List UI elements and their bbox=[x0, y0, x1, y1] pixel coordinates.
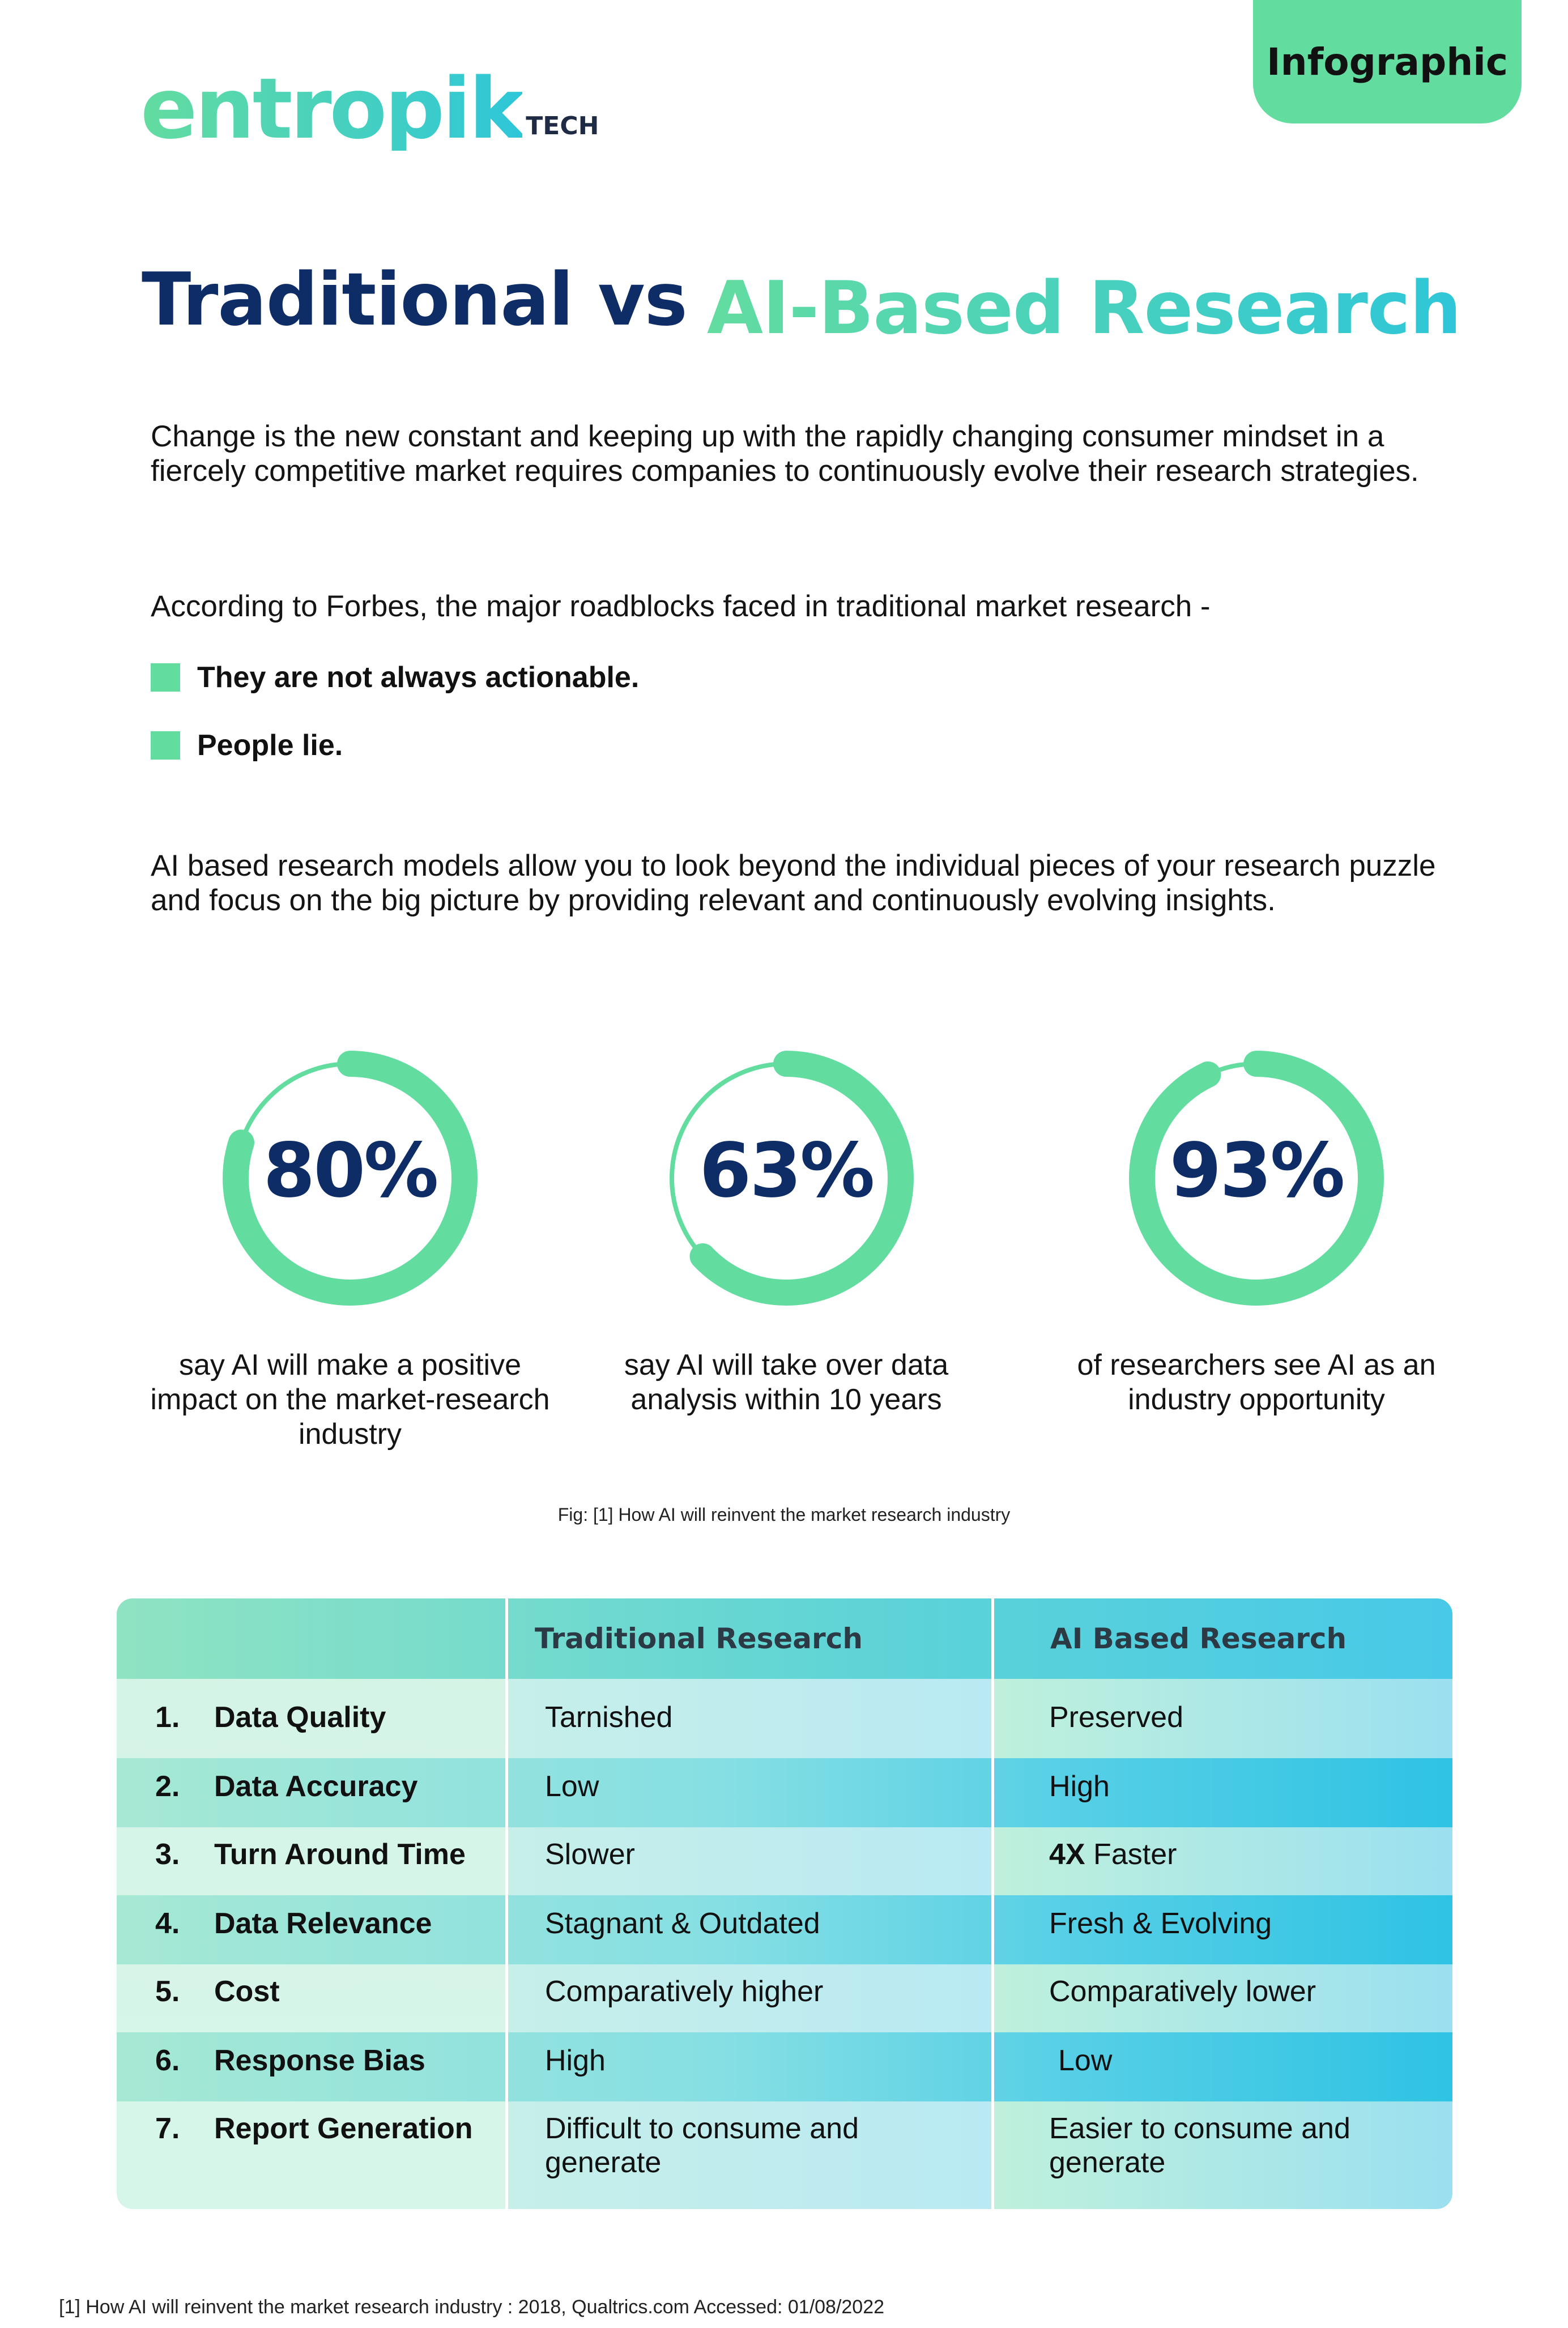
ai-value: Preserved bbox=[1049, 1701, 1183, 1734]
bullet-text: They are not always actionable. bbox=[197, 661, 640, 694]
stat-value: 63% bbox=[699, 1127, 874, 1214]
header-ai: AI Based Research bbox=[1050, 1622, 1347, 1655]
ai-value: Easier to consume and generate bbox=[1049, 2112, 1350, 2179]
entropik-logo bbox=[140, 60, 599, 157]
ai-value-emphasis: 4X bbox=[1049, 1838, 1085, 1871]
intro-paragraph: Change is the new constant and keeping up with the rapidly changing consumer mindset in a fiercely competitive market requires companies to continuously evolve their research strategies. bbox=[151, 420, 1419, 488]
infographic-badge: Infographic bbox=[1253, 0, 1522, 123]
row-number: 7. bbox=[155, 2112, 180, 2145]
row-number: 1. bbox=[155, 1701, 180, 1734]
figure-caption: Fig: [1] How AI will reinvent the market research industry bbox=[557, 1504, 1011, 1525]
row-number: 5. bbox=[155, 1975, 180, 2008]
stat-63 bbox=[571, 1042, 1002, 1416]
row-label: Response Bias bbox=[214, 2044, 425, 2077]
stat-caption: of researchers see AI as an industry opportunity bbox=[1077, 1349, 1436, 1416]
traditional-value: Tarnished bbox=[545, 1701, 673, 1734]
ai-value: Low bbox=[1058, 2044, 1113, 2077]
ai-value-text: Faster bbox=[1085, 1838, 1177, 1871]
stat-caption: say AI will take over data analysis within 10 years bbox=[624, 1349, 949, 1416]
column-divider bbox=[505, 1598, 508, 2209]
bullet-square-icon bbox=[151, 663, 180, 692]
forbes-line: According to Forbes, the major roadblocks faced in traditional market research - bbox=[151, 590, 1211, 623]
ai-value: High bbox=[1049, 1770, 1110, 1803]
comparison-table bbox=[117, 1598, 1452, 2209]
traditional-value: Low bbox=[545, 1770, 599, 1803]
stat-caption: say AI will make a positive impact on the market-research industry bbox=[150, 1349, 550, 1451]
bullet-text: People lie. bbox=[197, 729, 343, 762]
bullet-square-icon bbox=[151, 731, 180, 760]
column-divider bbox=[991, 1598, 994, 2209]
traditional-value: High bbox=[545, 2044, 606, 2077]
traditional-value: Comparatively higher bbox=[545, 1975, 824, 2008]
row-label: Data Accuracy bbox=[214, 1770, 418, 1803]
page-title-ai-based: AI-Based Research bbox=[707, 266, 1461, 351]
stat-value: 93% bbox=[1169, 1127, 1344, 1214]
row-number: 2. bbox=[155, 1770, 180, 1803]
stat-value: 80% bbox=[263, 1127, 437, 1214]
traditional-value: Difficult to consume and generate bbox=[545, 2112, 859, 2179]
row-number: 4. bbox=[155, 1907, 180, 1940]
row-label: Data Quality bbox=[214, 1701, 386, 1734]
row-label: Report Generation bbox=[214, 2112, 473, 2145]
row-label: Turn Around Time bbox=[214, 1838, 466, 1871]
row-number: 6. bbox=[155, 2044, 180, 2077]
stat-80 bbox=[135, 1042, 565, 1451]
logo-suffix: TECH bbox=[526, 112, 599, 140]
ai-paragraph: AI based research models allow you to look beyond the individual pieces of your research puzzle and focus on the big picture by providing relevant and continuously evolving insights. bbox=[151, 849, 1436, 917]
ai-value: Fresh & Evolving bbox=[1049, 1907, 1272, 1940]
row-number: 3. bbox=[155, 1838, 180, 1871]
traditional-value: Slower bbox=[545, 1838, 635, 1871]
bullet-item bbox=[151, 660, 639, 694]
page-title-traditional: Traditional vs bbox=[142, 258, 687, 342]
stat-93 bbox=[1041, 1042, 1472, 1416]
ai-value: Comparatively lower bbox=[1049, 1975, 1316, 2008]
header-traditional: Traditional Research bbox=[535, 1622, 863, 1655]
logo-wordmark: entropik bbox=[140, 60, 523, 157]
traditional-value: Stagnant & Outdated bbox=[545, 1907, 820, 1940]
bullet-item bbox=[151, 728, 343, 762]
row-label: Data Relevance bbox=[214, 1907, 432, 1940]
footnote: [1] How AI will reinvent the market research industry : 2018, Qualtrics.com Accessed: 01/08/2022 bbox=[59, 2296, 885, 2318]
row-label: Cost bbox=[214, 1975, 280, 2008]
ai-value bbox=[1049, 1837, 1177, 1871]
